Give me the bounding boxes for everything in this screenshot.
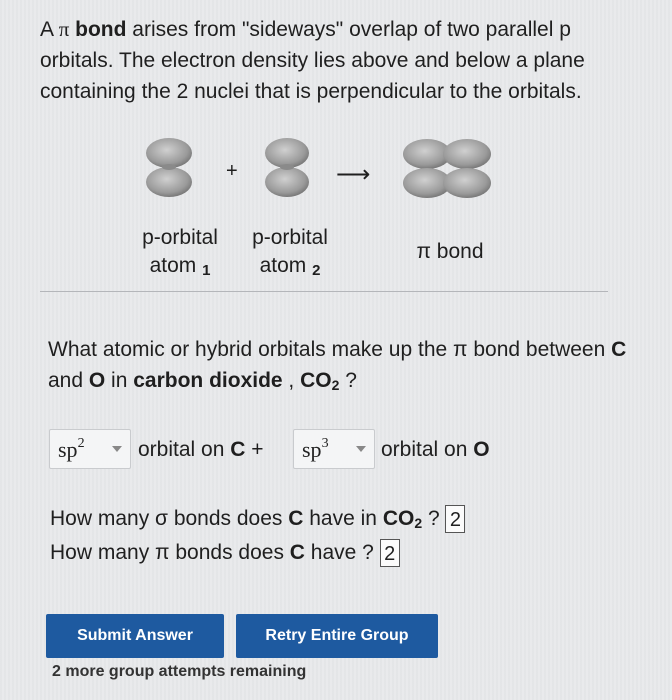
label-p-orbital-2: [240, 224, 340, 285]
question-orbitals: What atomic or hybrid orbitals make up the π bond between C and O in carbon dioxide , $CO_2$ ?: [48, 338, 627, 393]
label-1-line1: p-orbital: [142, 226, 218, 249]
orbital-select-oxygen[interactable]: $sp^3$: [293, 429, 375, 469]
pi-bond-icon: [403, 139, 491, 198]
intro-paragraph: [40, 14, 600, 107]
orbital-select-carbon[interactable]: $sp^2$: [49, 429, 131, 469]
p-orbital-1-icon: [146, 138, 192, 197]
reaction-arrow-icon: ⟶: [336, 161, 371, 188]
retry-group-button[interactable]: Retry Entire Group: [236, 614, 438, 658]
orbital-diagram: [140, 138, 510, 200]
submit-answer-button[interactable]: Submit Answer: [46, 614, 224, 658]
intro-text-2: arises from "sideways" overlap of two parallel p orbitals. The electron density lies above and below a plane containing the 2 nuclei that is perpendicular to the orbitals.: [40, 18, 585, 103]
question-sigma-bonds: How many σ bonds does C have in $CO_2$ ? 2: [50, 505, 465, 537]
label-2-line1: p-orbital: [252, 226, 328, 249]
attempts-remaining: 2 more group attempts remaining: [52, 663, 307, 680]
pi-bonds-input[interactable]: 2: [380, 539, 400, 567]
label-2-line2: atom $_2$: [259, 254, 321, 279]
label-pi-bond: π bond: [416, 240, 484, 263]
intro-bold: bond: [69, 18, 127, 41]
pi-symbol: π: [58, 17, 70, 41]
chevron-down-icon: [112, 446, 122, 452]
p-orbital-2-icon: [265, 138, 309, 197]
divider: [40, 291, 608, 292]
intro-text-1: A: [40, 18, 59, 41]
answer-text-carbon: orbital on C +: [138, 438, 264, 461]
label-p-orbital-1: [130, 224, 230, 285]
label-1-line2: atom $_1$: [149, 254, 211, 279]
answer-text-oxygen: orbital on O: [381, 438, 490, 461]
plus-sign: +: [226, 160, 238, 182]
question-pi-bonds: How many π bonds does C have ? 2: [50, 539, 400, 567]
chevron-down-icon: [356, 446, 366, 452]
sigma-bonds-input[interactable]: 2: [445, 505, 465, 533]
